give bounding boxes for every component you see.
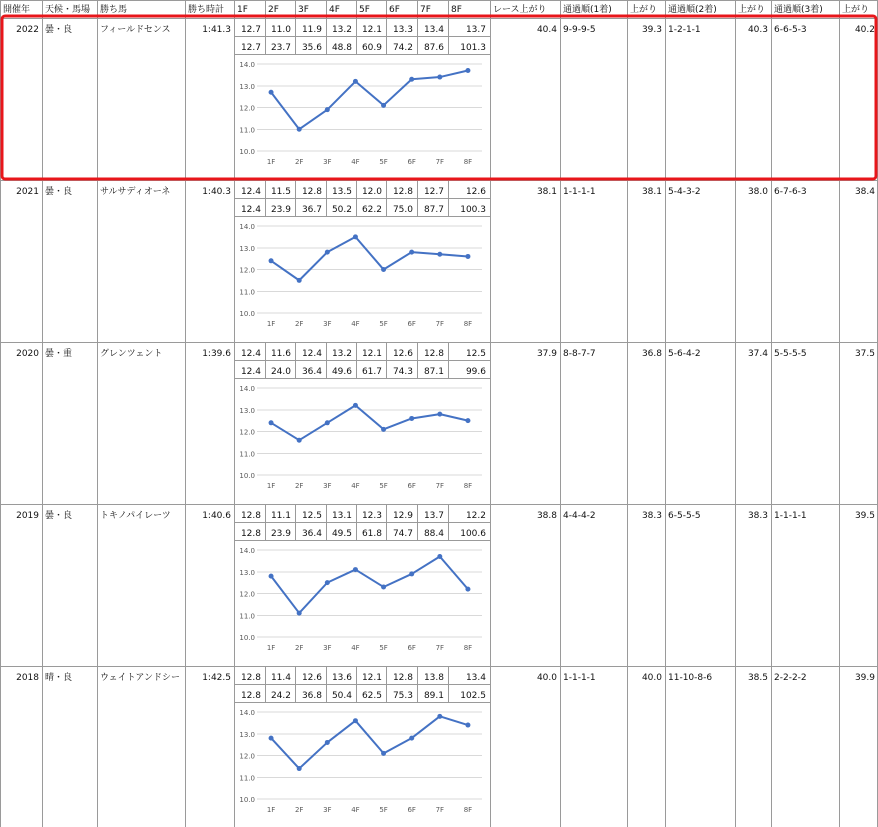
lap-time: 13.7	[423, 511, 444, 521]
lap-time: 12.8	[392, 187, 413, 197]
lap-data-point	[437, 252, 442, 257]
lap-time: 12.9	[392, 511, 413, 521]
y-tick-label: 12.0	[239, 266, 255, 275]
lap-time: 13.1	[331, 511, 352, 521]
column-header: 上がり	[842, 5, 870, 15]
y-tick-label: 10.0	[239, 796, 255, 804]
x-tick-label: 4F	[351, 806, 360, 814]
column-header: 7F	[420, 5, 431, 15]
lap-time: 13.2	[331, 25, 352, 35]
x-tick-label: 8F	[463, 806, 473, 814]
cumulative-time: 36.4	[301, 529, 322, 539]
cumulative-time: 35.6	[301, 43, 322, 53]
lap-time: 11.9	[301, 25, 322, 35]
lap-data-point	[325, 420, 330, 425]
cumulative-time: 100.6	[460, 529, 486, 539]
race-condition: 曇・良	[45, 25, 73, 35]
cumulative-time: 49.6	[331, 367, 352, 377]
cumulative-time: 12.4	[240, 205, 261, 215]
x-tick-label: 1F	[266, 482, 276, 490]
last-3f-1st: 39.3	[641, 25, 662, 35]
column-header: 6F	[389, 5, 400, 15]
lap-time: 12.7	[240, 25, 261, 35]
lap-data-point	[465, 68, 470, 73]
x-tick-label: 2F	[294, 158, 304, 166]
last-3f-3rd: 38.4	[854, 187, 875, 197]
passing-order-2nd: 1-2-1-1	[668, 25, 701, 35]
lap-time: 12.1	[361, 673, 382, 683]
x-tick-label: 8F	[463, 158, 473, 166]
x-tick-label: 2F	[294, 320, 304, 328]
x-tick-label: 5F	[379, 320, 388, 328]
lap-time: 12.8	[392, 673, 413, 683]
lap-data-point	[409, 736, 414, 741]
lap-time: 12.5	[465, 349, 486, 359]
x-tick-label: 7F	[435, 806, 445, 814]
y-tick-label: 14.0	[239, 223, 255, 231]
passing-order-3rd: 6-7-6-3	[774, 187, 807, 197]
y-tick-label: 10.0	[239, 634, 255, 642]
x-tick-label: 8F	[463, 482, 473, 490]
lap-data-point	[465, 587, 470, 592]
y-tick-label: 13.0	[239, 730, 255, 739]
race-year: 2018	[16, 673, 39, 683]
cumulative-time: 61.7	[361, 367, 382, 377]
lap-time: 12.6	[465, 187, 486, 197]
race-winner: フィールドセンス	[100, 25, 171, 35]
cumulative-time: 23.7	[270, 43, 291, 53]
lap-time: 12.1	[361, 25, 382, 35]
cumulative-time: 62.2	[361, 205, 382, 215]
lap-data-point	[437, 554, 442, 559]
lap-data-point	[381, 584, 386, 589]
cumulative-time: 101.3	[460, 43, 486, 53]
race-condition: 曇・重	[45, 349, 73, 359]
race-winner: トキノパイレーツ	[100, 511, 171, 521]
cumulative-time: 87.7	[423, 205, 444, 215]
lap-time: 12.0	[361, 187, 382, 197]
x-tick-label: 3F	[323, 158, 332, 166]
lap-time: 12.3	[361, 511, 382, 521]
x-tick-label: 4F	[351, 158, 360, 166]
passing-order-2nd: 5-6-4-2	[668, 349, 701, 359]
x-tick-label: 5F	[379, 644, 388, 652]
cumulative-time: 23.9	[270, 205, 291, 215]
lap-time: 12.5	[301, 511, 322, 521]
y-tick-label: 11.0	[239, 774, 255, 783]
lap-data-point	[381, 267, 386, 272]
cumulative-time: 36.8	[301, 691, 322, 701]
race-winner: グレンツェント	[100, 349, 163, 359]
x-tick-label: 6F	[407, 320, 416, 328]
lap-data-point	[269, 420, 274, 425]
y-tick-label: 14.0	[239, 547, 255, 555]
lap-chart-2021	[235, 217, 489, 341]
passing-order-1st: 9-9-9-5	[563, 25, 596, 35]
lap-time: 13.4	[423, 25, 444, 35]
lap-data-point	[465, 723, 470, 728]
lap-data-point	[297, 611, 302, 616]
lap-time: 11.6	[270, 349, 291, 359]
lap-time: 11.4	[270, 673, 291, 683]
lap-time: 12.4	[240, 349, 261, 359]
race-year: 2020	[16, 349, 39, 359]
x-tick-label: 8F	[463, 644, 473, 652]
passing-order-3rd: 6-6-5-3	[774, 25, 807, 35]
passing-order-2nd: 6-5-5-5	[668, 511, 701, 521]
lap-data-point	[297, 766, 302, 771]
x-tick-label: 1F	[266, 320, 276, 328]
lap-data-point	[437, 412, 442, 417]
x-tick-label: 4F	[351, 320, 360, 328]
race-year: 2022	[16, 25, 39, 35]
x-tick-label: 3F	[323, 482, 332, 490]
x-tick-label: 5F	[379, 158, 388, 166]
race-time: 1:42.5	[202, 673, 231, 683]
cumulative-time: 102.5	[460, 691, 486, 701]
race-winner: サルサディオーネ	[100, 187, 171, 197]
last-3f-2nd: 38.0	[747, 187, 768, 197]
y-tick-label: 12.0	[239, 104, 255, 113]
cumulative-time: 23.9	[270, 529, 291, 539]
passing-order-1st: 4-4-4-2	[563, 511, 596, 521]
cumulative-time: 99.6	[465, 367, 486, 377]
lap-data-point	[297, 278, 302, 283]
last-3f-2nd: 38.5	[747, 673, 768, 683]
x-tick-label: 3F	[323, 320, 332, 328]
cumulative-time: 49.5	[331, 529, 352, 539]
lap-data-point	[409, 77, 414, 82]
y-tick-label: 12.0	[239, 590, 255, 599]
lap-data-point	[465, 418, 470, 423]
passing-order-2nd: 5-4-3-2	[668, 187, 701, 197]
cumulative-time: 50.4	[331, 691, 352, 701]
lap-time: 12.7	[423, 187, 444, 197]
lap-chart-2019	[235, 541, 489, 665]
passing-order-1st: 1-1-1-1	[563, 187, 596, 197]
lap-time: 13.5	[331, 187, 352, 197]
cumulative-time: 88.4	[423, 529, 444, 539]
lap-data-point	[297, 438, 302, 443]
lap-data-point	[409, 250, 414, 255]
lap-data-point	[325, 740, 330, 745]
lap-data-point	[353, 403, 358, 408]
last-3f-2nd: 38.3	[747, 511, 768, 521]
column-header: 勝ち馬	[100, 5, 128, 15]
column-header: 5F	[359, 5, 370, 15]
cumulative-time: 74.7	[392, 529, 413, 539]
race-last-3f: 40.4	[536, 25, 557, 35]
race-winner: ウェイトアンドシー	[100, 673, 181, 683]
lap-chart-2018	[235, 703, 489, 827]
race-last-3f: 38.8	[536, 511, 557, 521]
race-year: 2021	[16, 187, 39, 197]
cumulative-time: 62.5	[361, 691, 382, 701]
y-tick-label: 10.0	[239, 148, 255, 156]
x-tick-label: 2F	[294, 806, 304, 814]
lap-time: 13.3	[392, 25, 413, 35]
y-tick-label: 13.0	[239, 244, 255, 253]
column-header: 通過順(1着)	[563, 5, 612, 15]
last-3f-3rd: 37.5	[854, 349, 875, 359]
x-tick-label: 4F	[351, 482, 360, 490]
y-tick-label: 11.0	[239, 288, 255, 297]
x-tick-label: 7F	[435, 482, 445, 490]
lap-data-point	[269, 736, 274, 741]
last-3f-3rd: 40.2	[854, 25, 875, 35]
lap-chart-2022	[235, 55, 489, 179]
column-header: 2F	[268, 5, 279, 15]
x-tick-label: 1F	[266, 644, 276, 652]
cumulative-time: 74.3	[392, 367, 413, 377]
lap-time: 13.7	[465, 25, 486, 35]
lap-data-point	[381, 103, 386, 108]
lap-time: 11.1	[270, 511, 291, 521]
x-tick-label: 4F	[351, 644, 360, 652]
cumulative-time: 60.9	[361, 43, 382, 53]
race-condition: 晴・良	[45, 673, 73, 683]
passing-order-1st: 1-1-1-1	[563, 673, 596, 683]
cumulative-time: 87.6	[423, 43, 444, 53]
cumulative-time: 61.8	[361, 529, 382, 539]
column-header: 1F	[237, 5, 248, 15]
lap-data-point	[437, 714, 442, 719]
x-tick-label: 7F	[435, 158, 445, 166]
x-tick-label: 5F	[379, 482, 388, 490]
y-tick-label: 11.0	[239, 126, 255, 135]
lap-data-point	[381, 751, 386, 756]
x-tick-label: 6F	[407, 482, 416, 490]
passing-order-1st: 8-8-7-7	[563, 349, 596, 359]
lap-data-point	[353, 718, 358, 723]
column-header: 4F	[329, 5, 340, 15]
cumulative-time: 24.0	[270, 367, 291, 377]
cumulative-time: 24.2	[270, 691, 291, 701]
column-header: 8F	[451, 5, 462, 15]
cumulative-time: 89.1	[423, 691, 444, 701]
lap-data-point	[437, 75, 442, 80]
last-3f-1st: 38.1	[641, 187, 662, 197]
race-last-3f: 40.0	[536, 673, 557, 683]
race-last-3f: 37.9	[536, 349, 557, 359]
x-tick-label: 6F	[407, 644, 416, 652]
y-tick-label: 13.0	[239, 82, 255, 91]
lap-time: 12.4	[301, 349, 322, 359]
x-tick-label: 7F	[435, 644, 445, 652]
passing-order-3rd: 5-5-5-5	[774, 349, 807, 359]
lap-time: 13.8	[423, 673, 444, 683]
lap-time: 13.4	[465, 673, 486, 683]
cumulative-time: 87.1	[423, 367, 444, 377]
cumulative-time: 36.7	[301, 205, 322, 215]
x-tick-label: 1F	[266, 158, 276, 166]
lap-data-point	[297, 127, 302, 132]
race-year: 2019	[16, 511, 39, 521]
cumulative-time: 12.7	[240, 43, 261, 53]
y-tick-label: 14.0	[239, 61, 255, 69]
lap-time: 12.6	[301, 673, 322, 683]
lap-data-point	[325, 107, 330, 112]
lap-time: 12.6	[392, 349, 413, 359]
lap-time: 12.4	[240, 187, 261, 197]
column-header: 勝ち時計	[188, 5, 225, 15]
cumulative-time: 12.8	[240, 691, 261, 701]
lap-time: 12.8	[423, 349, 444, 359]
x-tick-label: 2F	[294, 644, 304, 652]
race-time: 1:41.3	[202, 25, 231, 35]
cumulative-time: 48.8	[331, 43, 352, 53]
lap-data-point	[269, 574, 274, 579]
last-3f-2nd: 37.4	[747, 349, 768, 359]
race-time: 1:40.6	[202, 511, 231, 521]
lap-data-point	[269, 90, 274, 95]
cumulative-time: 36.4	[301, 367, 322, 377]
cumulative-time: 100.3	[460, 205, 486, 215]
column-header: 天候・馬場	[45, 5, 91, 15]
last-3f-3rd: 39.5	[854, 511, 875, 521]
lap-data-point	[325, 250, 330, 255]
last-3f-1st: 36.8	[641, 349, 662, 359]
y-tick-label: 12.0	[239, 428, 255, 437]
race-time: 1:39.6	[202, 349, 231, 359]
lap-data-point	[269, 258, 274, 263]
lap-data-point	[465, 254, 470, 259]
lap-data-point	[409, 571, 414, 576]
x-tick-label: 3F	[323, 644, 332, 652]
last-3f-3rd: 39.9	[854, 673, 875, 683]
y-tick-label: 13.0	[239, 406, 255, 415]
y-tick-label: 10.0	[239, 310, 255, 318]
x-tick-label: 6F	[407, 158, 416, 166]
lap-time: 12.2	[465, 511, 486, 521]
x-tick-label: 8F	[463, 320, 473, 328]
race-condition: 曇・良	[45, 187, 73, 197]
column-header: 通過順(2着)	[668, 5, 717, 15]
y-tick-label: 11.0	[239, 612, 255, 621]
lap-time: 13.6	[331, 673, 352, 683]
race-time: 1:40.3	[202, 187, 231, 197]
column-header: 上がり	[630, 5, 658, 15]
lap-data-point	[381, 427, 386, 432]
column-header: 3F	[298, 5, 309, 15]
lap-time: 11.0	[270, 25, 291, 35]
lap-data-point	[353, 234, 358, 239]
x-tick-label: 5F	[379, 806, 388, 814]
y-tick-label: 14.0	[239, 709, 255, 717]
column-header: 上がり	[738, 5, 766, 15]
passing-order-2nd: 11-10-8-6	[668, 673, 713, 683]
lap-data-point	[353, 79, 358, 84]
last-3f-1st: 38.3	[641, 511, 662, 521]
lap-time: 12.8	[240, 673, 261, 683]
lap-data-point	[325, 580, 330, 585]
race-condition: 曇・良	[45, 511, 73, 521]
passing-order-3rd: 2-2-2-2	[774, 673, 807, 683]
column-header: 開催年	[3, 5, 31, 15]
last-3f-2nd: 40.3	[747, 25, 768, 35]
x-tick-label: 1F	[266, 806, 276, 814]
cumulative-time: 75.0	[392, 205, 413, 215]
column-header: レース上がり	[493, 5, 547, 15]
lap-time: 11.5	[270, 187, 291, 197]
lap-data-point	[409, 416, 414, 421]
last-3f-1st: 40.0	[641, 673, 662, 683]
cumulative-time: 12.8	[240, 529, 261, 539]
x-tick-label: 3F	[323, 806, 332, 814]
lap-chart-2020	[235, 379, 489, 503]
cumulative-time: 50.2	[331, 205, 352, 215]
lap-time: 12.8	[240, 511, 261, 521]
column-header: 通過順(3着)	[774, 5, 823, 15]
lap-time: 12.1	[361, 349, 382, 359]
y-tick-label: 13.0	[239, 568, 255, 577]
y-tick-label: 11.0	[239, 450, 255, 459]
cumulative-time: 74.2	[392, 43, 413, 53]
passing-order-3rd: 1-1-1-1	[774, 511, 807, 521]
y-tick-label: 14.0	[239, 385, 255, 393]
lap-data-point	[353, 567, 358, 572]
race-last-3f: 38.1	[536, 187, 557, 197]
lap-time: 13.2	[331, 349, 352, 359]
y-tick-label: 12.0	[239, 752, 255, 761]
cumulative-time: 75.3	[392, 691, 413, 701]
x-tick-label: 6F	[407, 806, 416, 814]
x-tick-label: 2F	[294, 482, 304, 490]
lap-time: 12.8	[301, 187, 322, 197]
cumulative-time: 12.4	[240, 367, 261, 377]
y-tick-label: 10.0	[239, 472, 255, 480]
x-tick-label: 7F	[435, 320, 445, 328]
